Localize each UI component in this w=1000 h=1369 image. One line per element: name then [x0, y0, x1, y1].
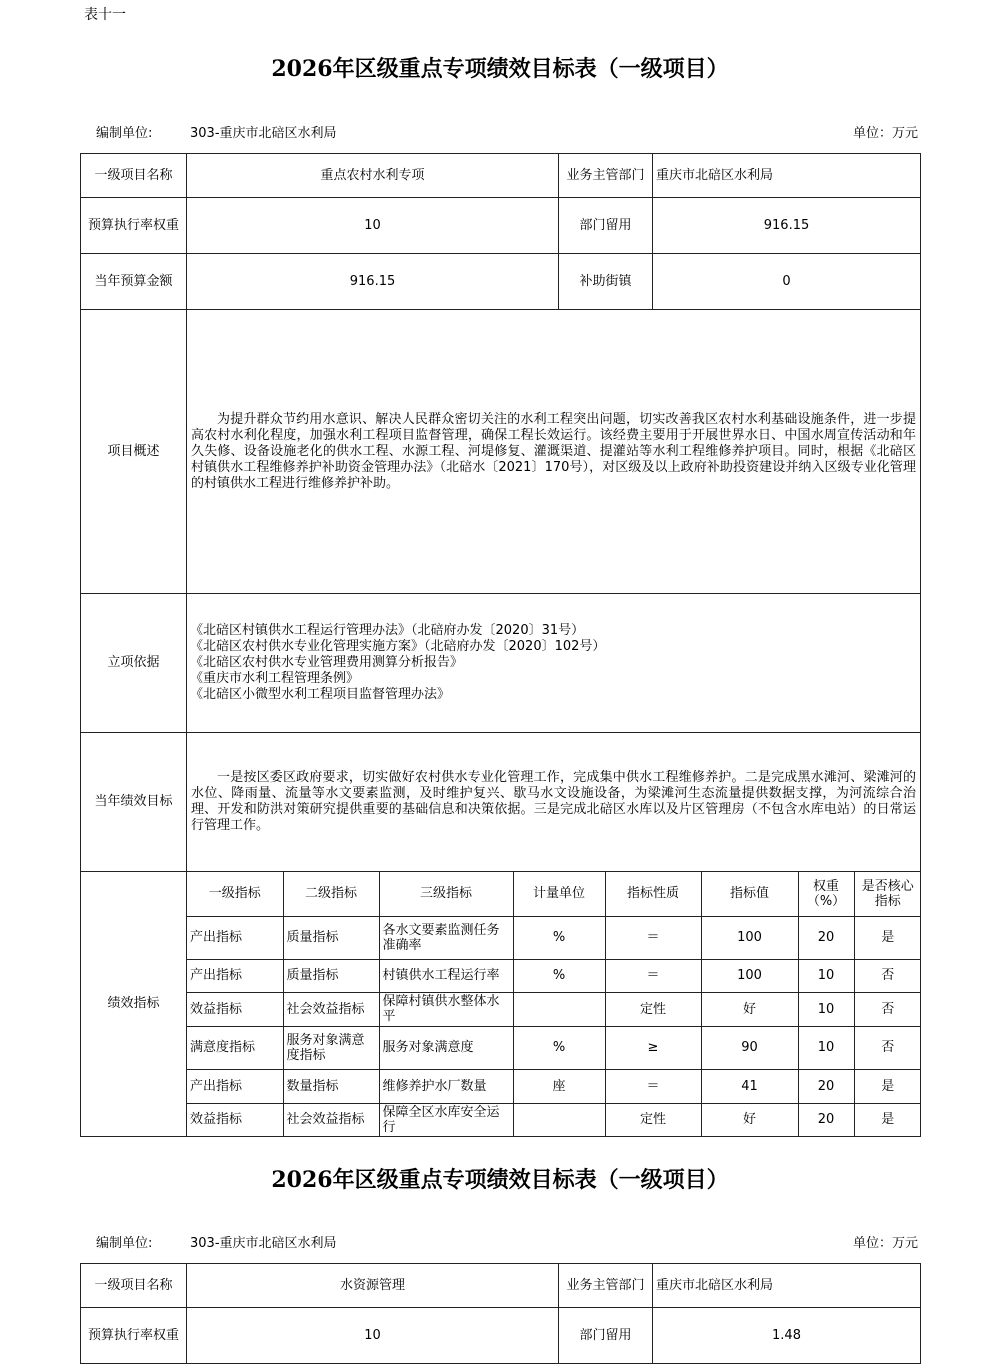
- row-goal: [81, 733, 921, 872]
- row-overview: [81, 310, 921, 594]
- row-budget: [81, 254, 921, 310]
- exec-weight-value: 10: [187, 1308, 559, 1364]
- performance-table: [80, 153, 921, 1137]
- row-basis: [81, 594, 921, 733]
- indicator-unit: 座: [513, 1069, 605, 1103]
- basis-item: 《北碚区小微型水利工程项目监督管理办法》: [190, 687, 451, 702]
- indicator-nature: ＝: [605, 959, 701, 992]
- budget-value: 916.15: [187, 254, 559, 310]
- overview-label: 项目概述: [81, 310, 187, 594]
- header-nature: 指标性质: [605, 872, 701, 916]
- overview-text: 为提升群众节约用水意识、解决人民群众密切关注的水利工程突出问题，切实改善我区农村水利基础设施条件，进一步提高农村水利化程度，加强水利工程项目监督管理，确保工程长效运行。该经费主要用于开展世界水日、中国水周宣传活动和年久失修、设备设施老化的供水工程、水源工程、河堤修复、灌溉渠道、提灌站等水利工程维修养护项目。同时，根据《北碚区村镇供水工程维修养护补助资金管理办法》（北碚水〔2021〕170号），对区级及以上政府补助投资建设并纳入区级专业化管理的村镇供水工程进行维修养护补助。: [187, 310, 921, 594]
- dept-reserve-label: 部门留用: [559, 198, 653, 254]
- dept-label: 业务主管部门: [559, 1264, 653, 1308]
- unit-label: 单位：万元: [852, 126, 918, 141]
- indicator-l3: 各水文要素监测任务准确率: [379, 916, 513, 959]
- indicator-table: [187, 872, 921, 1136]
- indicator-value: 90: [701, 1026, 798, 1069]
- basis-label: 立项依据: [81, 594, 187, 733]
- header-value: 指标值: [701, 872, 798, 916]
- indicator-header-row: [187, 872, 921, 916]
- indicator-l1: 产出指标: [187, 959, 283, 992]
- dept-label: 业务主管部门: [559, 154, 653, 198]
- indicator-l3: 保障全区水库安全运行: [379, 1103, 513, 1136]
- indicators-cell: [187, 872, 921, 1137]
- indicator-core: 否: [854, 1026, 921, 1069]
- indicator-value: 好: [701, 992, 798, 1026]
- dept-value: 重庆市北碚区水利局: [653, 154, 921, 198]
- basis-item: 《北碚区农村供水专业管理费用测算分析报告》: [190, 655, 464, 670]
- subsidy-label: 补助街镇: [559, 254, 653, 310]
- indicator-l1: 产出指标: [187, 1069, 283, 1103]
- project-name-label: 一级项目名称: [81, 1264, 187, 1308]
- exec-weight-label: 预算执行率权重: [81, 198, 187, 254]
- exec-weight-label: 预算执行率权重: [81, 1308, 187, 1364]
- indicator-nature: ≥: [605, 1026, 701, 1069]
- indicators-label: 绩效指标: [81, 872, 187, 1137]
- project-name-value: 重点农村水利专项: [187, 154, 559, 198]
- indicator-l1: 满意度指标: [187, 1026, 283, 1069]
- org-value: 303-重庆市北碚区水利局: [190, 1236, 337, 1251]
- indicator-weight: 10: [798, 1026, 854, 1069]
- subsidy-value: 0: [653, 254, 921, 310]
- unit-label: 单位：万元: [852, 1236, 918, 1251]
- org-label: 编制单位:: [96, 1236, 153, 1251]
- indicator-weight: 20: [798, 916, 854, 959]
- indicator-weight: 20: [798, 1103, 854, 1136]
- indicator-row: [187, 992, 921, 1026]
- row-exec-weight: [81, 1308, 921, 1364]
- header-l3: 三级指标: [379, 872, 513, 916]
- project-name-value: 水资源管理: [187, 1264, 559, 1308]
- indicator-core: 是: [854, 1069, 921, 1103]
- indicator-l1: 效益指标: [187, 992, 283, 1026]
- header-weight: 权重（%）: [798, 872, 854, 916]
- goal-label: 当年绩效目标: [81, 733, 187, 872]
- indicator-l3: 服务对象满意度: [379, 1026, 513, 1069]
- indicator-l2: 质量指标: [283, 959, 379, 992]
- row-project-name: [81, 154, 921, 198]
- project-name-label: 一级项目名称: [81, 154, 187, 198]
- indicator-nature: ＝: [605, 1069, 701, 1103]
- indicator-l2: 服务对象满意度指标: [283, 1026, 379, 1069]
- indicator-nature: 定性: [605, 992, 701, 1026]
- goal-text: 一是按区委区政府要求，切实做好农村供水专业化管理工作，完成集中供水工程维修养护。二是完成黑水滩河、梁滩河的水位、降雨量、流量等水文要素监测，及时维护复兴、歇马水文设施设备，为梁滩河生态流量提供数据支撑，为河流综合治理、开发和防洪对策研究提供重要的基础信息和决策依据。三是完成北碚区水库以及片区管理房（不包含水库电站）的日常运行管理工作。: [187, 733, 921, 872]
- indicator-nature: ＝: [605, 916, 701, 959]
- header-l2: 二级指标: [283, 872, 379, 916]
- indicator-unit: %: [513, 1026, 605, 1069]
- indicator-unit: [513, 1103, 605, 1136]
- indicator-l2: 质量指标: [283, 916, 379, 959]
- indicator-l3: 维修养护水厂数量: [379, 1069, 513, 1103]
- indicator-value: 好: [701, 1103, 798, 1136]
- header-l1: 一级指标: [187, 872, 283, 916]
- org-label: 编制单位:: [96, 126, 153, 141]
- exec-weight-value: 10: [187, 198, 559, 254]
- indicator-core: 否: [854, 992, 921, 1026]
- indicator-core: 是: [854, 916, 921, 959]
- indicator-value: 100: [701, 959, 798, 992]
- indicator-l2: 社会效益指标: [283, 1103, 379, 1136]
- indicator-l2: 数量指标: [283, 1069, 379, 1103]
- dept-reserve-value: 1.48: [653, 1308, 921, 1364]
- table-number-label: 表十一: [84, 7, 126, 23]
- indicator-l1: 效益指标: [187, 1103, 283, 1136]
- basis-item: 《北碚区农村供水专业化管理实施方案》（北碚府办发〔2020〕102号）: [190, 639, 606, 654]
- basis-item: 《北碚区村镇供水工程运行管理办法》（北碚府办发〔2020〕31号）: [190, 623, 585, 638]
- indicator-weight: 10: [798, 959, 854, 992]
- row-indicators: [81, 872, 921, 1137]
- indicator-core: 否: [854, 959, 921, 992]
- indicator-unit: %: [513, 916, 605, 959]
- page-title: 2026年区级重点专项绩效目标表（一级项目）: [271, 56, 729, 82]
- budget-label: 当年预算金额: [81, 254, 187, 310]
- indicator-row: [187, 1103, 921, 1136]
- indicator-l3: 保障村镇供水整体水平: [379, 992, 513, 1026]
- indicator-weight: 20: [798, 1069, 854, 1103]
- indicator-value: 100: [701, 916, 798, 959]
- indicator-value: 41: [701, 1069, 798, 1103]
- indicator-unit: [513, 992, 605, 1026]
- org-value: 303-重庆市北碚区水利局: [190, 126, 337, 141]
- performance-table-2: [80, 1263, 921, 1364]
- header-unit: 计量单位: [513, 872, 605, 916]
- indicator-row: [187, 1026, 921, 1069]
- row-project-name: [81, 1264, 921, 1308]
- indicator-weight: 10: [798, 992, 854, 1026]
- indicator-l1: 产出指标: [187, 916, 283, 959]
- indicator-row: [187, 916, 921, 959]
- indicator-nature: 定性: [605, 1103, 701, 1136]
- header-core: 是否核心指标: [854, 872, 921, 916]
- indicator-row: [187, 1069, 921, 1103]
- indicator-row: [187, 959, 921, 992]
- indicator-l2: 社会效益指标: [283, 992, 379, 1026]
- dept-value: 重庆市北碚区水利局: [653, 1264, 921, 1308]
- basis-list: [187, 594, 921, 733]
- indicator-unit: %: [513, 959, 605, 992]
- row-exec-weight: [81, 198, 921, 254]
- dept-reserve-value: 916.15: [653, 198, 921, 254]
- basis-item: 《重庆市水利工程管理条例》: [190, 671, 360, 686]
- indicator-core: 是: [854, 1103, 921, 1136]
- dept-reserve-label: 部门留用: [559, 1308, 653, 1364]
- page-title-2: 2026年区级重点专项绩效目标表（一级项目）: [271, 1167, 729, 1193]
- indicator-l3: 村镇供水工程运行率: [379, 959, 513, 992]
